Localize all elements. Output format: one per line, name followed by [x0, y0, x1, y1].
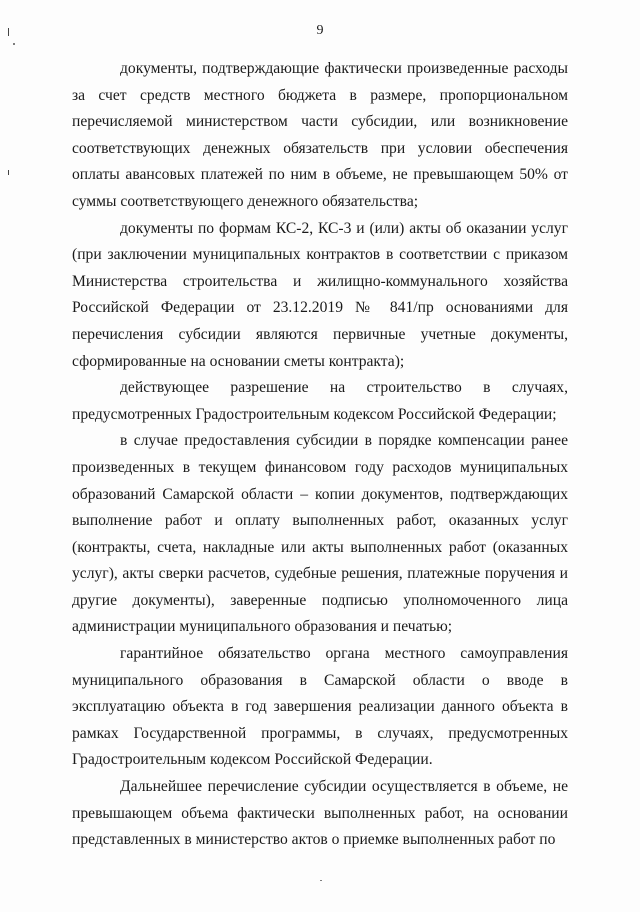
- paragraph-construction-permit: действующее разрешение на строительство в случаях, предусмотренных Градостроительным кодексом Российской Федерации;: [72, 379, 568, 423]
- scan-edge-mark: [8, 170, 9, 175]
- paragraph-compensation: в случае предоставления субсидии в порядке компенсации ранее произведенных в текущем финансовом году расходов муниципальных образований Самарской области – копии документов, подтверждающих выполнение работ и оплату выполненных работ, оказанных услуг (контракты, счета, накладные или акты выполненных работ (оказанных услуг), акты сверки расчетов, судебные решения, платежные поручения и другие документы), заверенные подписью уполномоченного лица администрации муниципального образования и печатью;: [72, 432, 568, 636]
- paragraph-further-transfer: Дальнейшее перечисление субсидии осуществляется в объеме, не превышающем объема фактически выполненных работ, на основании представленных в министерство актов о приемке выполненных работ по: [72, 778, 568, 849]
- scan-speck: [320, 880, 322, 881]
- paragraph-guarantee: гарантийное обязательство органа местного самоуправления муниципального образования в Самарской области о вводе в эксплуатацию объекта в год завершения реализации данного объекта в рамках Государственной программы, в случаях, предусмотренных Градостроительным кодексом Российской Федерации.: [72, 645, 568, 769]
- paragraph-ks-forms: документы по формам КС-2, КС-3 и (или) акты об оказании услуг (при заключении муниципальных контрактов в соответствии с приказом Министерства строительства и жилищно-коммунального хозяйства Российской Федерации от 23.12.2019 № 841/пр основаниями для перечисления субсидии являются первичные учетные документы, сформированные на основании сметы контракта);: [72, 219, 568, 370]
- page-number: 9: [316, 23, 324, 38]
- paragraph-expense-documents: документы, подтверждающие фактически произведенные расходы за счет средств местного бюджета в размере, пропорциональном перечисляемой министерством части субсидии, или возникновение соответствующих денежных обязательств при условии обеспечения оплаты авансовых платежей по ним в объеме, не превышающем 50% от суммы соответствующего денежного обязательства;: [72, 60, 568, 210]
- scan-speck: [13, 43, 15, 45]
- document-body: [72, 56, 568, 854]
